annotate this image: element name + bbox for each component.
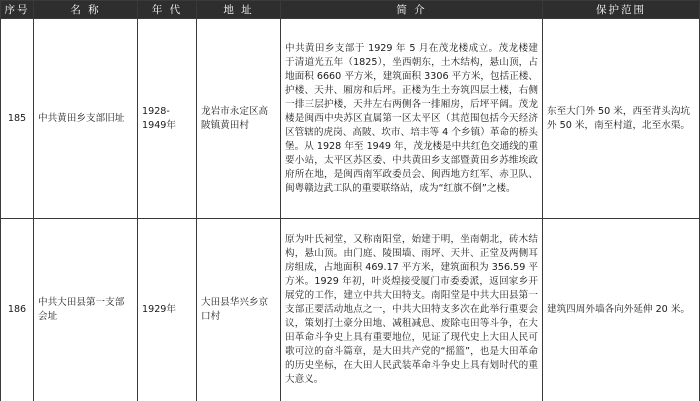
header-introduction: 简 介 <box>281 1 543 19</box>
site-introduction: 原为叶氏祠堂，又称南阳堂，始建于明，坐南朝北，砖木结构，悬山顶。由门庭、陵围墙、雨坪、天井、正堂及两侧耳房组成，占地面积 469.17 平方米，建筑面积为 356.59 平方米。1929 年初，叶炎煌接受厦门市委委派，返回家乡开展党的工作，建立中共大田特支。南阳堂是中共大田县第一支部正要活动地点之一，中共大田特支多次在此举行重要会议，策划打土豪分田地、减租减息、废除屯田等斗争，在大田革命斗争史上具有重要地位，见证了现代史上大田人民可歌可泣的奋斗篇章，是大田共产党的“摇篮”，也是大田革命的历史坐标，在大田人民武装革命斗争史上具有划时代的重大意义。 <box>281 219 543 401</box>
site-era: 1929年 <box>138 219 197 401</box>
header-address: 地 址 <box>197 1 281 19</box>
row-number: 186 <box>1 219 34 401</box>
table-row <box>1 219 700 401</box>
site-introduction: 中共黄田乡支部于 1929 年 5 月在茂龙楼成立。茂龙楼建于清道光五年（1825），坐西朝东，土木结构，悬山顶，占地面积 6660 平方米，建筑面积 3306 平方米，包括正楼、护楼、天井、厢房和后坪。正楼为生土夯筑四层土楼，右侧一排三层护楼，天井左右两侧各一排厢房，后坪平阔。茂龙楼是闽西中央苏区直属第一区太平区（其范围包括今天经济区管辖的虎岗、高陂、坎市、培丰等 4 个乡镇）革命的桥头堡。从 1928 年至 1949 年，茂龙楼是中共红色交通线的重要小站，太平区苏区委、中共黄田乡支部暨黄田乡苏维埃政府所在地，是闽西南军政委员会、闽西地方红军、赤卫队、闽粤赣边武工队的重要联络站，成为“红旗不倒”之楼。 <box>281 19 543 219</box>
header-protection-range: 保护范围 <box>543 1 700 19</box>
header-num: 序号 <box>1 1 34 19</box>
site-protection-range: 建筑四周外墙各向外延伸 20 米。 <box>543 219 700 401</box>
header-era: 年 代 <box>138 1 197 19</box>
site-address: 大田县华兴乡京口村 <box>197 219 281 401</box>
site-era: 1928-1949年 <box>138 19 197 219</box>
table-row <box>1 19 700 219</box>
site-name: 中共黄田乡支部旧址 <box>34 19 138 219</box>
site-name: 中共大田县第一支部会址 <box>34 219 138 401</box>
site-address: 龙岩市永定区高陂镇黄田村 <box>197 19 281 219</box>
site-protection-range: 东至大门外 50 米，西至背头沟坑外 50 米，南至村道，北至水渠。 <box>543 19 700 219</box>
header-row <box>1 1 700 19</box>
row-number: 185 <box>1 19 34 219</box>
header-name: 名 称 <box>34 1 138 19</box>
